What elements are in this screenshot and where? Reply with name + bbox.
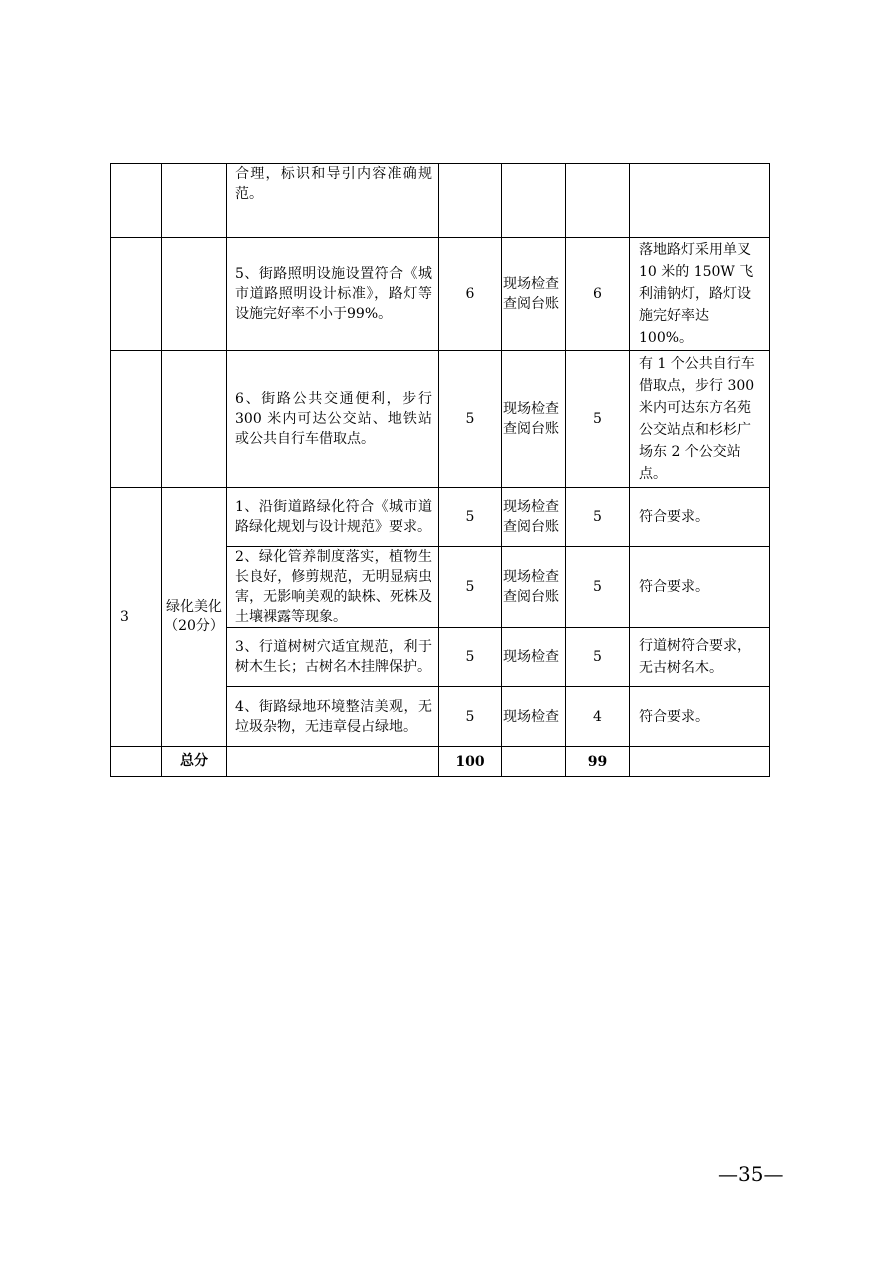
method-cell: 现场检查查阅台账 — [502, 238, 566, 351]
requirement-cell: 5、街路照明设施设置符合《城市道路照明设计标准》，路灯等设施完好率不小于99%。 — [227, 238, 439, 351]
score-cell: 6 — [566, 238, 630, 351]
max-score-cell — [439, 164, 502, 238]
page-number: —35— — [718, 1162, 784, 1186]
requirement-cell: 3、行道树树穴适宜规范，利于树木生长；古树名木挂牌保护。 — [227, 628, 439, 687]
requirement-cell: 2、绿化管养制度落实，植物生长良好，修剪规范，无明显病虫害，无影响美观的缺株、死株及土壤裸露等现象。 — [227, 547, 439, 628]
category-cell — [162, 164, 227, 238]
requirement-cell — [227, 747, 439, 777]
score-cell — [566, 164, 630, 238]
total-row — [111, 747, 770, 777]
max-score-cell: 5 — [439, 628, 502, 687]
note-cell — [630, 747, 770, 777]
total-max-score: 100 — [439, 747, 502, 777]
requirement-cell: 4、街路绿地环境整洁美观，无垃圾杂物，无违章侵占绿地。 — [227, 687, 439, 747]
item-number-cell — [111, 351, 162, 488]
note-cell: 符合要求。 — [630, 488, 770, 547]
item-number-cell — [111, 238, 162, 351]
requirement-cell: 6、街路公共交通便利，步行300 米内可达公交站、地铁站或公共自行车借取点。 — [227, 351, 439, 488]
note-cell: 符合要求。 — [630, 687, 770, 747]
max-score-cell: 5 — [439, 351, 502, 488]
score-table — [110, 163, 770, 777]
method-cell: 现场检查 — [502, 687, 566, 747]
score-cell: 4 — [566, 687, 630, 747]
score-cell: 5 — [566, 628, 630, 687]
method-cell: 现场检查查阅台账 — [502, 351, 566, 488]
table-row — [111, 238, 770, 351]
item-number-cell — [111, 747, 162, 777]
note-cell: 有 1 个公共自行车借取点，步行 300 米内可达东方名苑公交站点和杉杉广场东 2 个公交站点。 — [630, 351, 770, 488]
total-score: 99 — [566, 747, 630, 777]
score-cell: 5 — [566, 351, 630, 488]
table-row — [111, 488, 770, 547]
table-row — [111, 351, 770, 488]
note-cell: 符合要求。 — [630, 547, 770, 628]
category-cell — [162, 351, 227, 488]
item-number-cell — [111, 164, 162, 238]
requirement-cell: 合理，标识和导引内容准确规范。 — [227, 164, 439, 238]
note-cell — [630, 164, 770, 238]
max-score-cell: 6 — [439, 238, 502, 351]
score-cell: 5 — [566, 488, 630, 547]
category-cell — [162, 238, 227, 351]
table-row — [111, 164, 770, 238]
item-number-cell: 3 — [111, 488, 162, 747]
max-score-cell: 5 — [439, 547, 502, 628]
note-cell: 落地路灯采用单叉 10 米的 150W 飞利浦钠灯，路灯设施完好率达 100%。 — [630, 238, 770, 351]
score-cell: 5 — [566, 547, 630, 628]
method-cell — [502, 747, 566, 777]
category-cell: 绿化美化（20分） — [162, 488, 227, 747]
max-score-cell: 5 — [439, 488, 502, 547]
method-cell: 现场检查查阅台账 — [502, 547, 566, 628]
total-label: 总分 — [162, 747, 227, 777]
method-cell — [502, 164, 566, 238]
method-cell: 现场检查 — [502, 628, 566, 687]
note-cell: 行道树符合要求，无古树名木。 — [630, 628, 770, 687]
requirement-cell: 1、沿街道路绿化符合《城市道路绿化规划与设计规范》要求。 — [227, 488, 439, 547]
method-cell: 现场检查查阅台账 — [502, 488, 566, 547]
max-score-cell: 5 — [439, 687, 502, 747]
